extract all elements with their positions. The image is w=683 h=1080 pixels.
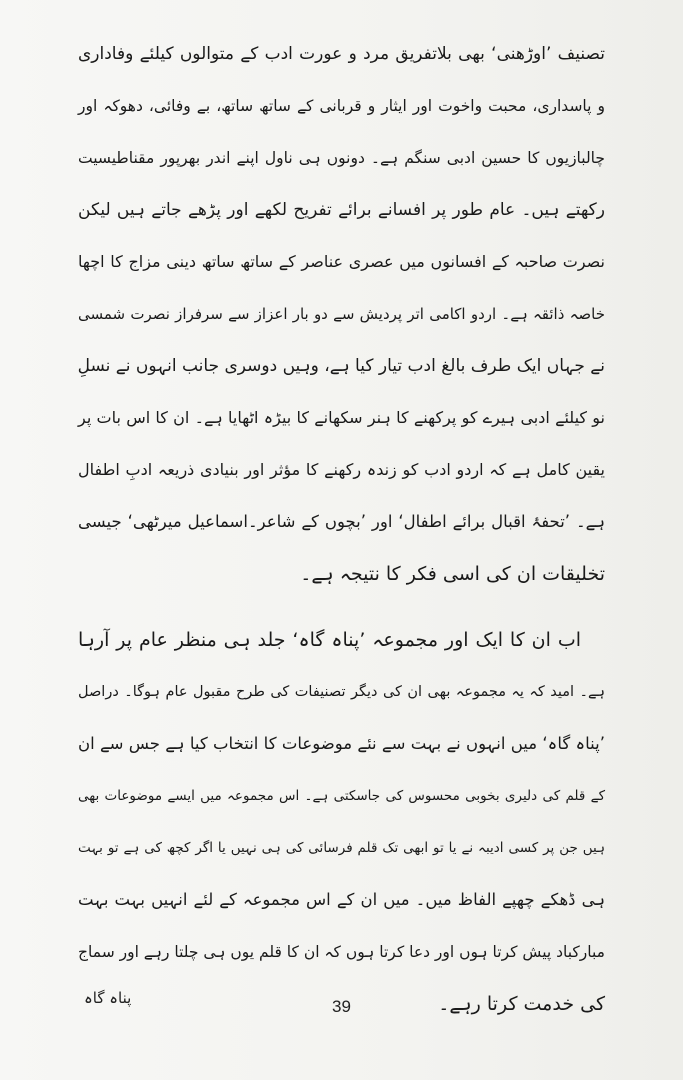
text-line: و پاسداری، محبت واخوت اور ایثار و قربانی کے ساتھ ساتھ، بے وفائی، دھوکہ اور <box>78 97 605 115</box>
text-line: رکھتے ہیں۔ عام طور پر افسانے برائے تفریح لکھے اور پڑھے جاتے ہیں لیکن <box>78 200 605 220</box>
running-title: پناہ گاہ <box>84 989 132 1007</box>
text-line: خاصہ ذائقہ ہے۔ اردو اکامی اتر پردیش سے دو بار اعزاز سے سرفراز نصرت شمسی <box>78 305 605 323</box>
text-line: یقین کامل ہے کہ اردو ادب کو زندہ رکھنے کا مؤثر اور بنیادی ذریعہ ادبِ اطفال <box>78 460 605 479</box>
text-line: ہے۔ امید کہ یہ مجموعہ بھی ان کی دیگر تصنیفات کی طرح مقبول عام ہوگا۔ دراصل <box>78 684 605 700</box>
text-line: ہی ڈھکے چھپے الفاظ میں۔ میں ان کے اس مجموعہ کے لئے انہیں بہت بہت <box>78 890 605 909</box>
text-line: اب ان کا ایک اور مجموعہ ’پناہ گاہ‘ جلد ہی منظر عام پر آرہا <box>78 629 581 651</box>
paragraph-1 <box>78 28 605 600</box>
page-footer <box>0 985 683 1025</box>
text-line: تصنیف ’اوڑھنی‘ بھی بلاتفریق مرد و عورت ادب کے متوالوں کیلئے وفاداری <box>78 44 605 64</box>
text-line: ’پناہ گاہ‘ میں انہوں نے بہت سے نئے موضوعات کا انتخاب کیا ہے جس سے ان <box>78 734 605 753</box>
text-line: نو کیلئے ادبی ہیرے کو پرکھنے کا ہنر سکھانے کا بیڑہ اٹھایا ہے۔ ان کا اس بات پر <box>78 408 605 427</box>
text-line: نے جہاں ایک طرف بالغ ادب تیار کیا ہے، وہیں دوسری جانب انہوں نے نسلِ <box>77 356 605 376</box>
paragraph-2 <box>78 614 605 1030</box>
text-line: کے قلم کی دلیری بخوبی محسوس کی جاسکتی ہے۔ اس مجموعہ میں ایسے موضوعات بھی <box>78 788 605 804</box>
text-line: تخلیقات ان کی اسی فکر کا نتیجہ ہے۔ <box>300 563 605 585</box>
text-line: نصرت صاحبہ کے افسانوں میں عصری عناصر کے ساتھ ساتھ دینی مزاج کا اچھا <box>78 252 605 271</box>
page-number: 39 <box>332 997 351 1016</box>
text-line: ہیں جن پر کسی ادیبہ نے یا تو ابھی تک قلم فرسائی کی ہی نہیں یا اگر کچھ کی ہے تو بہت <box>78 840 605 856</box>
text-line: کی خدمت کرتا رہے۔ <box>438 993 605 1015</box>
text-line: چالبازیوں کا حسین ادبی سنگم ہے۔ دونوں ہی ناول اپنے اندر بھرپور مقناطیسیت <box>78 149 605 167</box>
paragraph-gap <box>78 600 605 614</box>
text-line: ہے۔ ’تحفۂ اقبال برائے اطفال‘ اور ’بچوں کے شاعر۔اسماعیل میرٹھی‘ جیسی <box>78 512 605 531</box>
body-text <box>78 28 605 1030</box>
text-line: مبارکباد پیش کرتا ہوں اور دعا کرتا ہوں کہ ان کا قلم یوں ہی چلتا رہے اور سماج <box>78 943 605 961</box>
